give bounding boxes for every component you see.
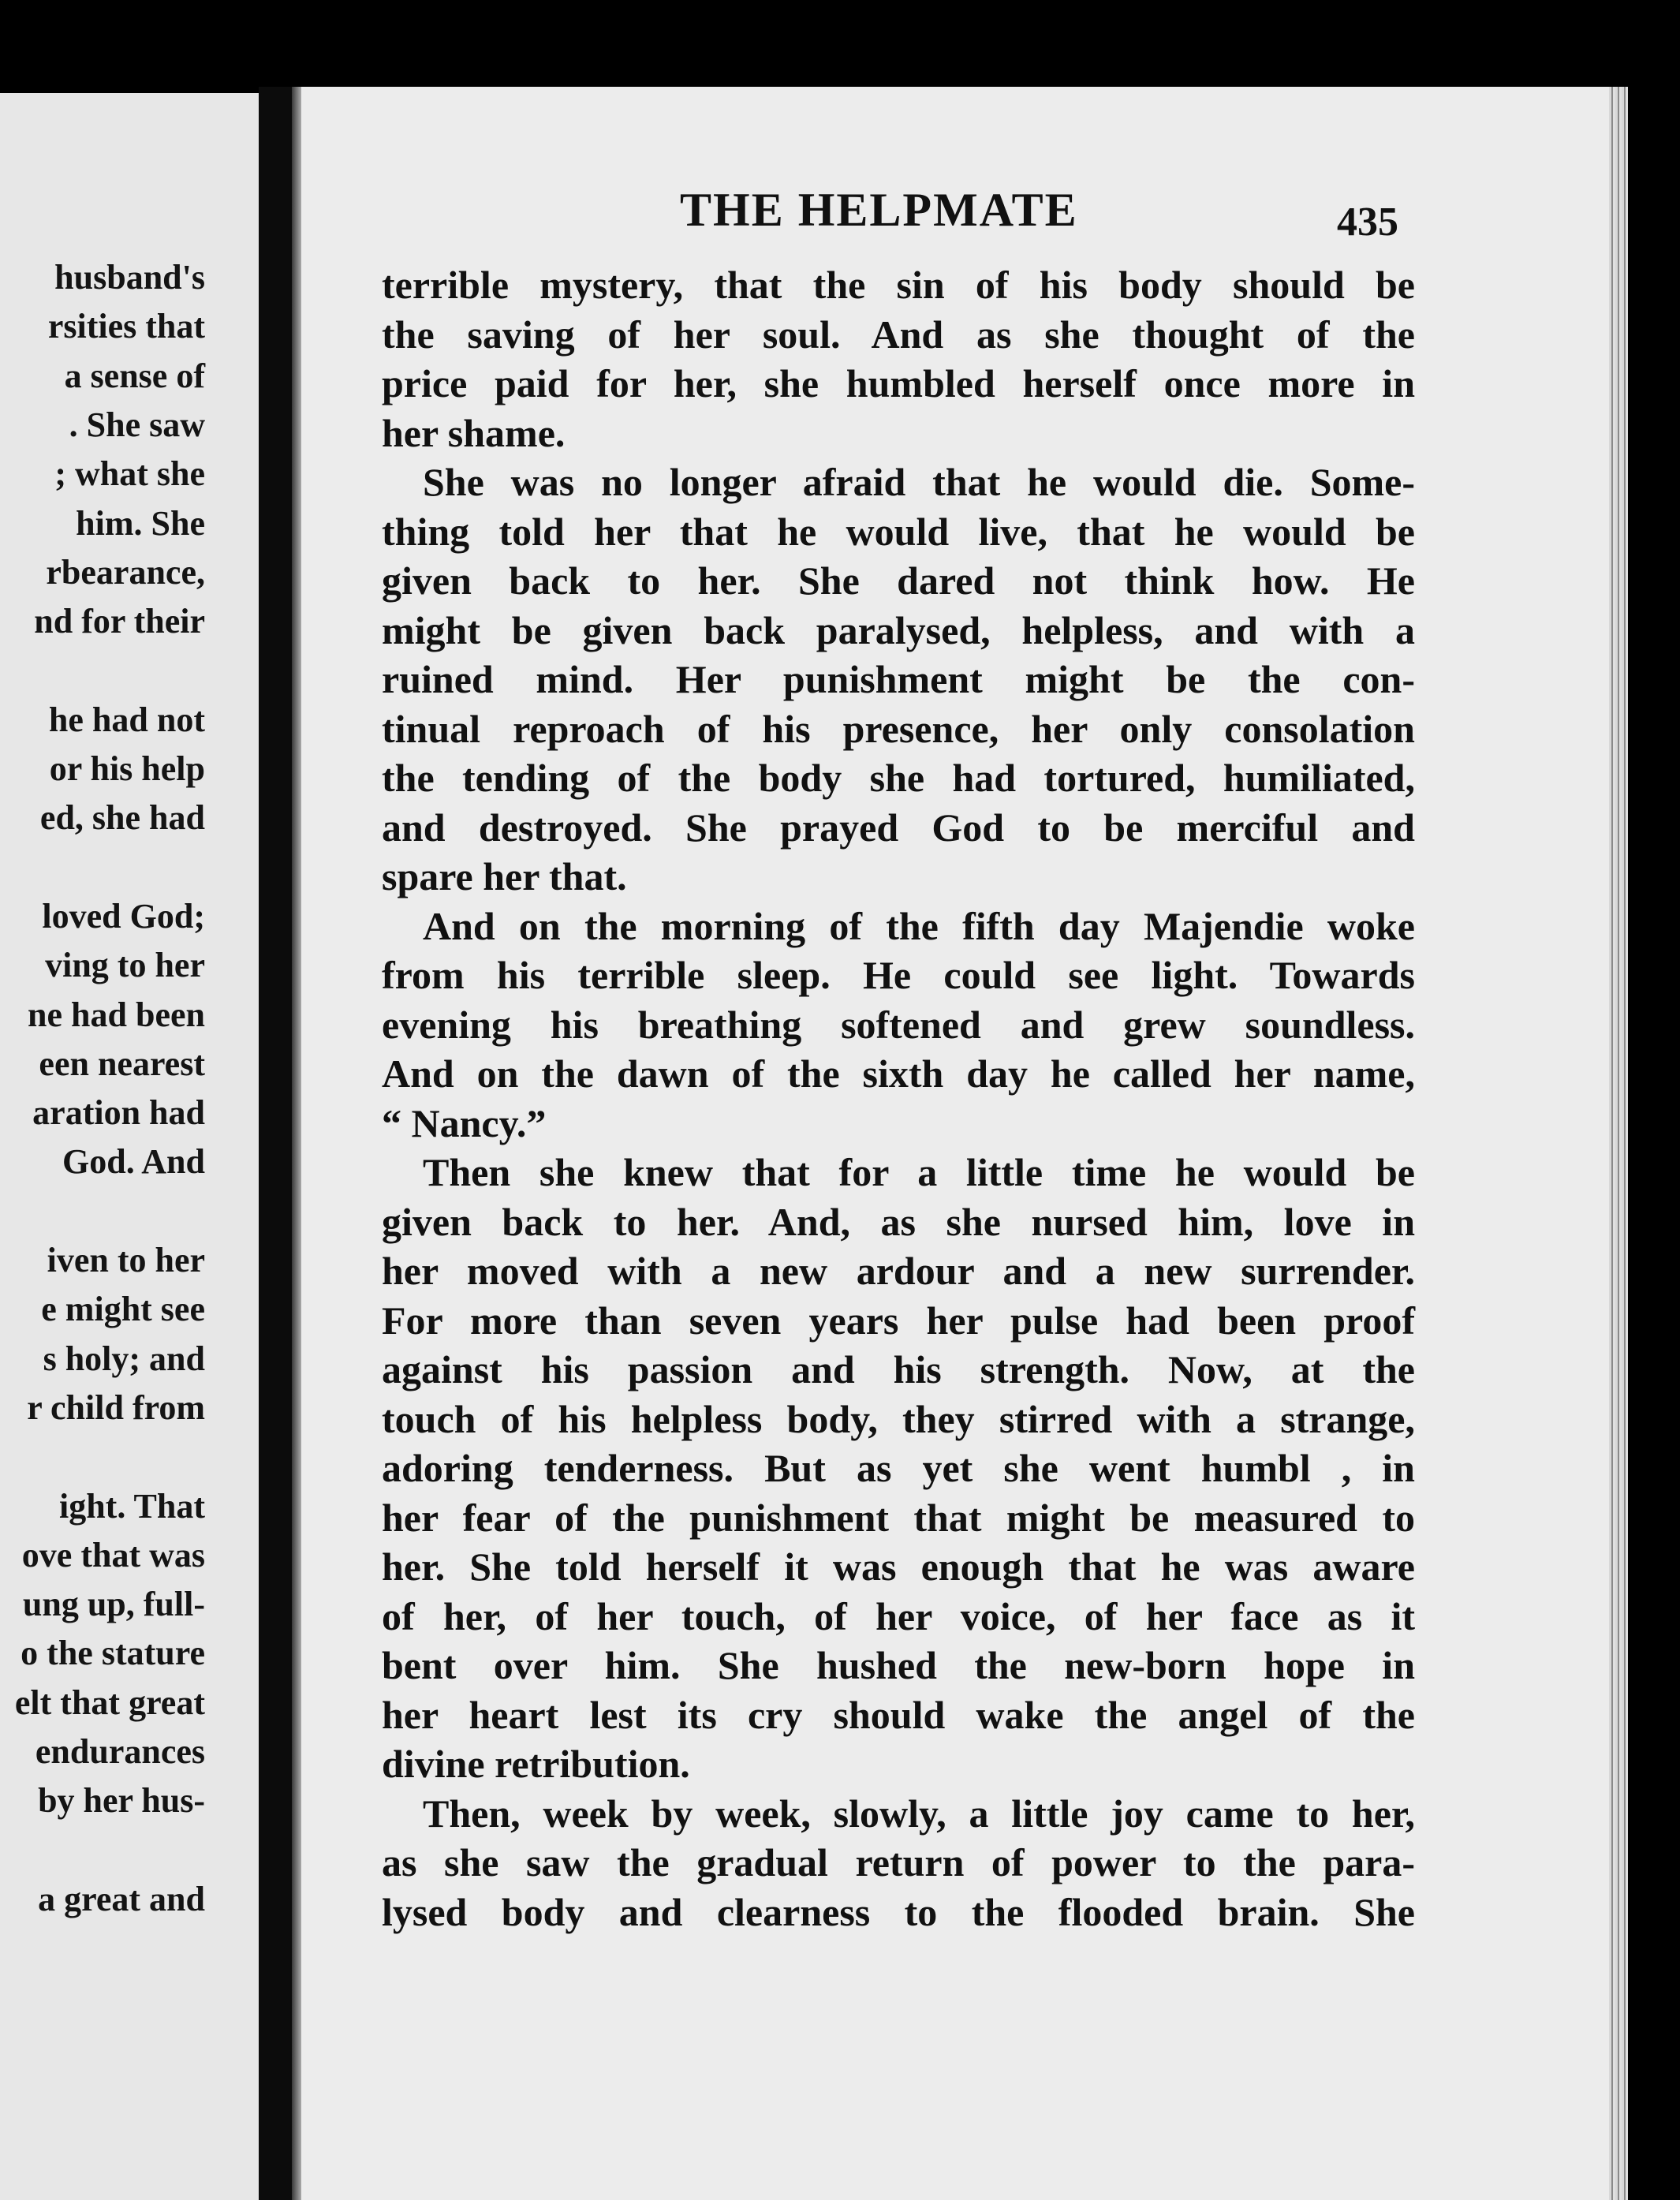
text-line: ruined mind. Her punishment might be the con- [382, 657, 1415, 701]
left-page-line: ove that was [21, 1535, 205, 1574]
text-line: the saving of her soul. And as she thought of the [382, 312, 1415, 357]
text-line: the tending of the body she had tortured, humiliated, [382, 756, 1415, 800]
left-page-line: loved God; [42, 896, 205, 936]
text-line: tinual reproach of his presence, her only consolation [382, 706, 1415, 751]
text-line: price paid for her, she humbled herself once more in [382, 361, 1415, 405]
text-line: evening his breathing softened and grew soundless. [382, 1002, 1415, 1047]
left-page-line: he had not [48, 700, 205, 739]
text-line: bent over him. She hushed the new-born hope in [382, 1643, 1415, 1687]
text-line: Then, week by week, slowly, a little joy came to her, [423, 1791, 1415, 1836]
left-page-line: nd for their [34, 602, 205, 641]
page-edges [1609, 87, 1628, 2200]
left-page-line: e might see [41, 1290, 205, 1329]
running-title: THE HELPMATE [680, 184, 1078, 236]
left-page-line: by her hus- [38, 1781, 205, 1821]
left-page-line: een nearest [39, 1044, 205, 1083]
left-page-line: a sense of [64, 356, 205, 395]
text-line: her heart lest its cry should wake the angel of the [382, 1692, 1415, 1737]
left-page-line: ung up, full- [22, 1585, 205, 1624]
left-page-line: r child from [27, 1388, 205, 1427]
left-page-line: a great and [38, 1879, 205, 1918]
text-line: against his passion and his strength. Now, at the [382, 1347, 1415, 1391]
left-page-fragment [0, 93, 260, 2200]
book-gutter [259, 87, 295, 2200]
left-page-line: ed, she had [39, 798, 205, 838]
page-number: 435 [1337, 200, 1398, 245]
left-page-line: rbearance, [46, 552, 205, 592]
left-page-line: aration had [32, 1093, 205, 1133]
text-line: might be given back paralysed, helpless, and with a [382, 607, 1415, 652]
left-page-line: . She saw [69, 405, 205, 444]
text-line: And on the morning of the fifth day Majendie woke [423, 903, 1415, 948]
text-line: Then she knew that for a little time he would be [423, 1150, 1415, 1194]
left-page-line: elt that great [14, 1683, 205, 1722]
left-page-line: iven to her [47, 1241, 205, 1279]
text-line: of her, of her touch, of her voice, of her face as it [382, 1593, 1415, 1638]
text-line: her. She told herself it was enough that he was aware [382, 1544, 1415, 1589]
text-line: given back to her. She dared not think how. He [382, 558, 1415, 603]
text-line: her fear of the punishment that might be measured to [382, 1495, 1415, 1540]
left-page-line: ight. That [58, 1486, 205, 1526]
body-text [382, 260, 1415, 1937]
text-line: For more than seven years her pulse had been proof [382, 1298, 1415, 1343]
text-line: divine retribution. [382, 1742, 690, 1786]
text-line: her shame. [382, 410, 566, 455]
left-page-line: husband's [54, 258, 205, 297]
text-line: thing told her that he would live, that he would be [382, 509, 1415, 554]
text-line: spare her that. [382, 854, 627, 898]
text-line: “ Nancy.” [382, 1100, 547, 1145]
left-page-line: God. And [62, 1142, 205, 1182]
text-line: from his terrible sleep. He could see light. Towards [382, 953, 1415, 997]
left-page-line: ; what she [54, 454, 205, 494]
left-page-line: ving to her [45, 946, 205, 985]
text-line: her moved with a new ardour and a new surrender. [382, 1249, 1415, 1293]
text-line: as she saw the gradual return of power to the para- [382, 1840, 1415, 1884]
left-page-line: or his help [49, 749, 205, 788]
text-line: And on the dawn of the sixth day he called her name, [382, 1051, 1415, 1096]
text-line: adoring tenderness. But as yet she went humbl , in [382, 1446, 1415, 1490]
text-line: given back to her. And, as she nursed him, love in [382, 1199, 1415, 1244]
left-page-line: o the stature [21, 1634, 205, 1673]
left-page-line: ne had been [28, 995, 205, 1034]
text-line: and destroyed. She prayed God to be merciful and [382, 805, 1415, 850]
left-page-line: him. She [76, 503, 205, 543]
left-page-line: endurances [35, 1732, 205, 1771]
text-line: She was no longer afraid that he would die. Some- [423, 460, 1415, 504]
text-line: lysed body and clearness to the flooded brain. She [382, 1889, 1415, 1934]
left-page-line: rsities that [47, 307, 205, 346]
left-page-line: s holy; and [43, 1339, 205, 1378]
text-line: terrible mystery, that the sin of his body should be [382, 263, 1415, 307]
text-line: touch of his helpless body, they stirred with a strange, [382, 1396, 1415, 1441]
